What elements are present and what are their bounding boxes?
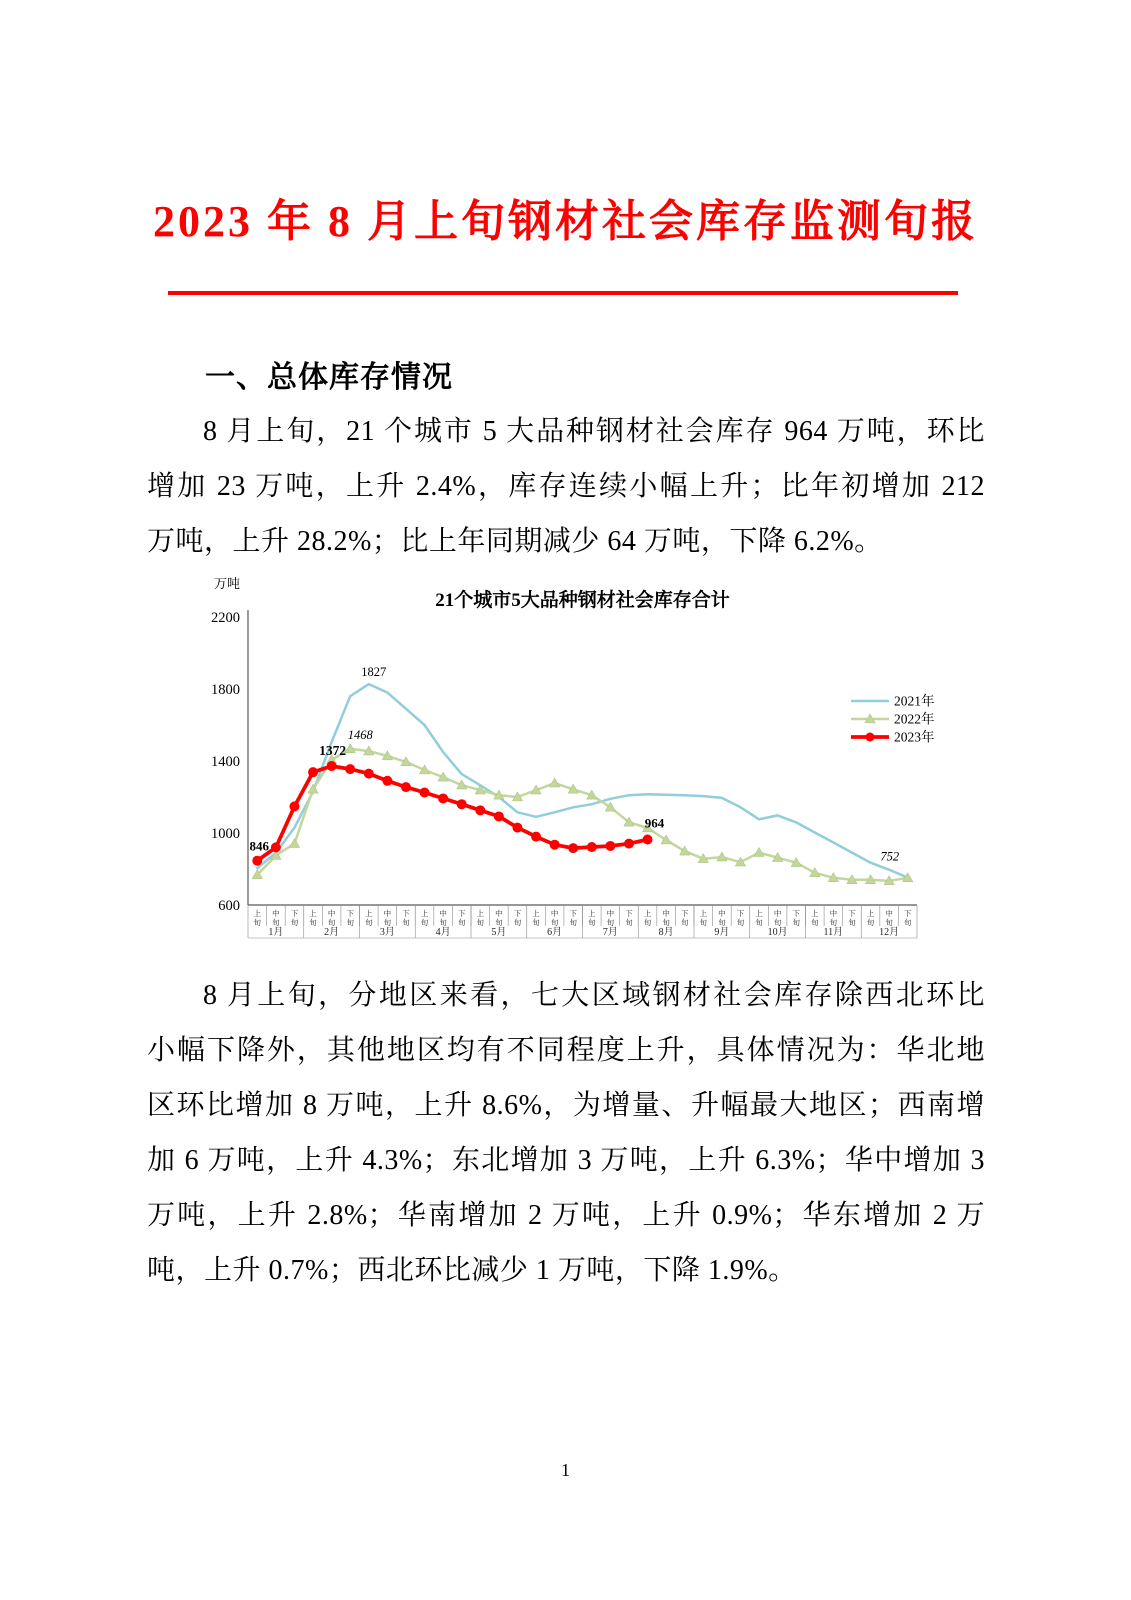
svg-text:上: 上 <box>253 909 262 918</box>
svg-text:上: 上 <box>420 909 429 918</box>
svg-text:12月: 12月 <box>879 927 900 938</box>
svg-text:下: 下 <box>736 909 745 918</box>
svg-text:下: 下 <box>792 909 800 918</box>
section-heading: 一、总体库存情况 <box>205 361 453 394</box>
svg-text:旬: 旬 <box>885 918 893 927</box>
paragraph-line: 区环比增加 8 万吨，上升 8.6%，为增量、升幅最大地区；西南增 <box>147 1090 985 1121</box>
svg-text:上: 上 <box>365 909 373 918</box>
svg-text:旬: 旬 <box>718 918 726 927</box>
svg-text:旬: 旬 <box>811 918 819 927</box>
svg-text:万吨: 万吨 <box>213 576 240 591</box>
svg-text:旬: 旬 <box>253 918 262 927</box>
y-axis-labels <box>211 610 240 914</box>
paragraph-line: 8 月上旬，分地区来看，七大区域钢材社会库存除西北环比 <box>203 980 985 1011</box>
svg-text:旬: 旬 <box>866 918 875 927</box>
svg-text:3月: 3月 <box>379 927 395 938</box>
svg-text:中: 中 <box>327 909 336 918</box>
point-labels <box>250 665 900 864</box>
svg-text:下: 下 <box>625 909 633 918</box>
svg-text:旬: 旬 <box>346 918 354 927</box>
svg-text:旬: 旬 <box>402 918 410 927</box>
svg-text:中: 中 <box>495 909 503 918</box>
inventory-line-chart <box>185 570 935 950</box>
svg-text:21个城市5大品种钢材社会库存合计: 21个城市5大品种钢材社会库存合计 <box>435 590 730 611</box>
series-2023年 <box>249 761 652 866</box>
svg-text:5月: 5月 <box>491 927 507 938</box>
svg-text:上: 上 <box>811 909 819 918</box>
svg-text:下: 下 <box>346 909 354 918</box>
svg-text:8月: 8月 <box>658 927 674 938</box>
svg-text:旬: 旬 <box>755 918 763 927</box>
title-underline <box>168 291 958 295</box>
svg-text:752: 752 <box>880 849 900 864</box>
svg-text:下: 下 <box>457 909 466 918</box>
regional-paragraph <box>147 968 985 1298</box>
svg-text:下: 下 <box>903 909 912 918</box>
chart-container <box>185 570 935 950</box>
svg-text:下: 下 <box>848 909 856 918</box>
svg-text:中: 中 <box>606 909 615 918</box>
x-axis-labels <box>248 905 917 938</box>
chart-legend <box>851 693 935 745</box>
svg-text:旬: 旬 <box>606 918 615 927</box>
svg-text:上: 上 <box>476 909 485 918</box>
page-title: 2023 年 8 月上旬钢材社会库存监测旬报 <box>153 197 978 246</box>
svg-text:旬: 旬 <box>495 918 503 927</box>
svg-text:下: 下 <box>680 909 689 918</box>
svg-text:9月: 9月 <box>714 927 730 938</box>
svg-text:旬: 旬 <box>513 918 522 927</box>
svg-text:1000: 1000 <box>211 826 240 842</box>
svg-text:1468: 1468 <box>347 727 373 742</box>
svg-text:旬: 旬 <box>680 918 689 927</box>
svg-text:1月: 1月 <box>268 927 284 938</box>
svg-text:2021年: 2021年 <box>894 693 935 709</box>
svg-text:下: 下 <box>290 909 299 918</box>
svg-text:中: 中 <box>718 909 726 918</box>
svg-text:旬: 旬 <box>365 918 373 927</box>
svg-text:旬: 旬 <box>736 918 745 927</box>
svg-text:旬: 旬 <box>625 918 633 927</box>
svg-text:旬: 旬 <box>532 918 540 927</box>
svg-text:1400: 1400 <box>211 754 240 770</box>
svg-text:中: 中 <box>829 909 838 918</box>
svg-text:旬: 旬 <box>476 918 485 927</box>
svg-text:上: 上 <box>866 909 875 918</box>
svg-text:964: 964 <box>644 815 665 831</box>
svg-text:旬: 旬 <box>550 918 559 927</box>
chart-axes <box>248 610 917 905</box>
paragraph-line: 加 6 万吨，上升 4.3%；东北增加 3 万吨，上升 6.3%；华中增加 3 <box>147 1145 985 1176</box>
paragraph-line: 万吨，上升 2.8%；华南增加 2 万吨，上升 0.9%；华东增加 2 万 <box>147 1200 985 1231</box>
svg-text:旬: 旬 <box>848 918 856 927</box>
svg-text:上: 上 <box>309 909 317 918</box>
svg-text:旬: 旬 <box>383 918 392 927</box>
svg-text:旬: 旬 <box>439 918 447 927</box>
chart-title <box>214 576 730 611</box>
overview-paragraph <box>147 404 985 569</box>
svg-text:旬: 旬 <box>662 918 670 927</box>
svg-text:2200: 2200 <box>211 610 240 626</box>
paragraph-line: 吨，上升 0.7%；西北环比减少 1 万吨，下降 1.9%。 <box>147 1255 797 1286</box>
svg-text:上: 上 <box>699 909 708 918</box>
svg-text:旬: 旬 <box>643 918 652 927</box>
svg-text:上: 上 <box>643 909 652 918</box>
svg-text:旬: 旬 <box>699 918 708 927</box>
svg-text:旬: 旬 <box>569 918 577 927</box>
page-number: 1 <box>561 1460 570 1480</box>
svg-text:旬: 旬 <box>327 918 336 927</box>
svg-text:2月: 2月 <box>324 927 340 938</box>
svg-text:中: 中 <box>773 909 782 918</box>
svg-text:中: 中 <box>550 909 559 918</box>
svg-text:下: 下 <box>513 909 522 918</box>
svg-text:旬: 旬 <box>290 918 299 927</box>
svg-text:旬: 旬 <box>457 918 466 927</box>
svg-text:下: 下 <box>569 909 577 918</box>
svg-text:旬: 旬 <box>588 918 596 927</box>
svg-text:旬: 旬 <box>773 918 782 927</box>
svg-text:旬: 旬 <box>903 918 912 927</box>
svg-text:旬: 旬 <box>792 918 800 927</box>
svg-text:4月: 4月 <box>435 927 451 938</box>
svg-text:1800: 1800 <box>211 682 240 698</box>
paragraph-line: 8 月上旬，21 个城市 5 大品种钢材社会库存 964 万吨，环比 <box>203 416 985 447</box>
paragraph-line: 万吨，上升 28.2%；比上年同期减少 64 万吨，下降 6.2%。 <box>147 526 883 557</box>
svg-text:旬: 旬 <box>309 918 317 927</box>
svg-text:上: 上 <box>588 909 596 918</box>
svg-text:600: 600 <box>218 898 240 914</box>
svg-text:中: 中 <box>383 909 392 918</box>
svg-text:下: 下 <box>402 909 410 918</box>
svg-text:1827: 1827 <box>361 665 387 680</box>
svg-text:2023年: 2023年 <box>894 729 935 745</box>
svg-text:846: 846 <box>249 838 270 854</box>
svg-text:7月: 7月 <box>602 927 618 938</box>
svg-text:11月: 11月 <box>823 927 844 938</box>
svg-text:10月: 10月 <box>767 927 788 938</box>
paragraph-line: 增加 23 万吨，上升 2.4%，库存连续小幅上升；比年初增加 212 <box>147 471 985 502</box>
svg-text:旬: 旬 <box>420 918 429 927</box>
svg-text:中: 中 <box>662 909 670 918</box>
svg-text:6月: 6月 <box>547 927 563 938</box>
svg-text:中: 中 <box>439 909 447 918</box>
paragraph-line: 小幅下降外，其他地区均有不同程度上升，具体情况为：华北地 <box>147 1035 985 1066</box>
svg-text:旬: 旬 <box>272 918 280 927</box>
svg-text:上: 上 <box>532 909 540 918</box>
svg-text:上: 上 <box>755 909 763 918</box>
svg-text:中: 中 <box>885 909 893 918</box>
svg-text:1372: 1372 <box>319 743 347 759</box>
svg-text:2022年: 2022年 <box>894 711 935 727</box>
svg-text:中: 中 <box>272 909 280 918</box>
svg-text:旬: 旬 <box>829 918 838 927</box>
